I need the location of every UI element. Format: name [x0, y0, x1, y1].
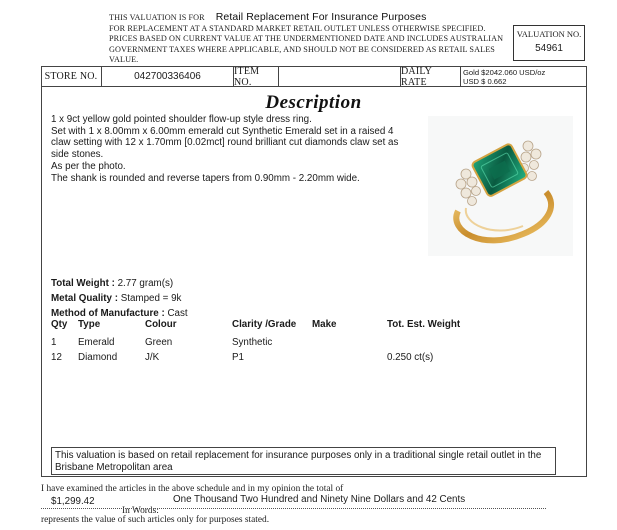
description-line: Set with 1 x 8.00mm x 6.00mm emerald cut Synthetic Emerald set in a raised 4	[51, 125, 394, 137]
description-text	[51, 114, 426, 184]
ring-specs	[51, 276, 188, 321]
item-label-cell	[234, 66, 279, 87]
store-label: STORE NO.	[44, 71, 98, 82]
emerald-ring-photo	[428, 116, 573, 256]
amount-in-words: One Thousand Two Hundred and Ninety Nine Dollars and 42 Cents	[173, 494, 466, 505]
valuation-number-label: VALUATION NO.	[516, 29, 582, 39]
cell-colour: Green	[145, 337, 173, 348]
gold-rate: Gold $2042.060 USD/oz	[463, 67, 546, 77]
valuation-disclaimer	[109, 12, 509, 66]
method-label: Method of Manufacture :	[51, 308, 165, 319]
total-weight-label: Total Weight :	[51, 278, 115, 289]
ring-illustration	[428, 116, 573, 256]
item-label: ITEM NO.	[234, 65, 260, 88]
stone-table-header	[51, 319, 501, 334]
metal-quality-label: Metal Quality :	[51, 293, 118, 304]
metal-quality-value: Stamped = 9k	[120, 293, 182, 304]
footer-purpose-statement: represents the value of such articles only for purposes stated.	[41, 515, 270, 525]
cell-qty: 1	[51, 337, 57, 348]
cell-colour: J/K	[145, 352, 160, 363]
item-value-cell	[279, 66, 401, 87]
description-line: As per the photo.	[51, 160, 126, 172]
col-weight: Tot. Est. Weight	[387, 319, 461, 330]
signature-dotted-line	[41, 508, 546, 509]
description-title: Description	[265, 92, 362, 113]
valuation-number: 54961	[535, 43, 563, 54]
cell-type: Diamond	[78, 352, 118, 363]
rate-value-cell	[461, 66, 587, 87]
metal-quality-row	[51, 291, 188, 306]
footer-statement: I have examined the articles in the above schedule and in my opinion the total of	[41, 484, 344, 494]
store-value-cell	[102, 66, 234, 87]
col-clarity: Clarity /Grade	[232, 319, 297, 330]
usd-rate: USD $ 0.662	[463, 76, 507, 86]
description-line: The shank is rounded and reverse tapers from 0.90mm - 2.20mm wide.	[51, 172, 360, 184]
description-line: side stones.	[51, 149, 104, 161]
col-qty: Qty	[51, 319, 68, 330]
disclaimer-line: FOR REPLACEMENT AT A STANDARD MARKET RETAIL OUTLET UNLESS OTHERWISE SPECIFIED.	[109, 23, 486, 33]
valuation-purpose: Retail Replacement For Insurance Purposes	[215, 11, 427, 23]
cell-clarity: Synthetic	[232, 337, 273, 348]
col-type: Type	[78, 319, 101, 330]
cell-clarity: P1	[232, 352, 244, 363]
description-line: 1 x 9ct yellow gold pointed shoulder flow-up style dress ring.	[51, 114, 312, 125]
total-amount: $1,299.42	[51, 496, 95, 507]
daily-rate-label: DAILY RATE	[401, 65, 432, 88]
info-row	[41, 66, 587, 87]
cell-type: Emerald	[78, 337, 115, 348]
cell-weight: 0.250 ct(s)	[387, 352, 434, 363]
rate-label-cell	[401, 66, 461, 87]
store-number: 042700336406	[134, 71, 201, 82]
disclaimer-prefix: THIS VALUATION IS FOR	[109, 13, 205, 22]
total-weight-row	[51, 276, 188, 291]
table-row	[51, 352, 501, 367]
cell-qty: 12	[51, 352, 62, 363]
description-line: claw setting with 12 x 1.70mm [0.02mct] round brilliant cut diamonds claw set as	[51, 137, 399, 149]
stone-table	[51, 319, 501, 367]
disclaimer-line: GOVERNMENT TAXES WHERE APPLICABLE, AND SHOULD NOT BE CONSIDERED AS RETAIL SALES VALUE.	[109, 44, 495, 65]
in-words-label: In Words:	[122, 506, 159, 516]
method-value: Cast	[167, 308, 188, 319]
store-label-cell	[41, 66, 102, 87]
valuation-number-box	[513, 25, 585, 61]
col-colour: Colour	[145, 319, 177, 330]
col-make: Make	[312, 319, 337, 330]
table-row	[51, 337, 501, 352]
valuation-note: This valuation is based on retail replacement for insurance purposes only in a traditional single retail outlet in the Brisbane Metropolitan area	[51, 447, 556, 475]
disclaimer-line: PRICES BASED ON CURRENT VALUE AT THE UNDERMENTIONED DATE AND INCLUDES AUSTRALIAN	[109, 34, 504, 44]
total-weight-value: 2.77 gram(s)	[117, 278, 174, 289]
